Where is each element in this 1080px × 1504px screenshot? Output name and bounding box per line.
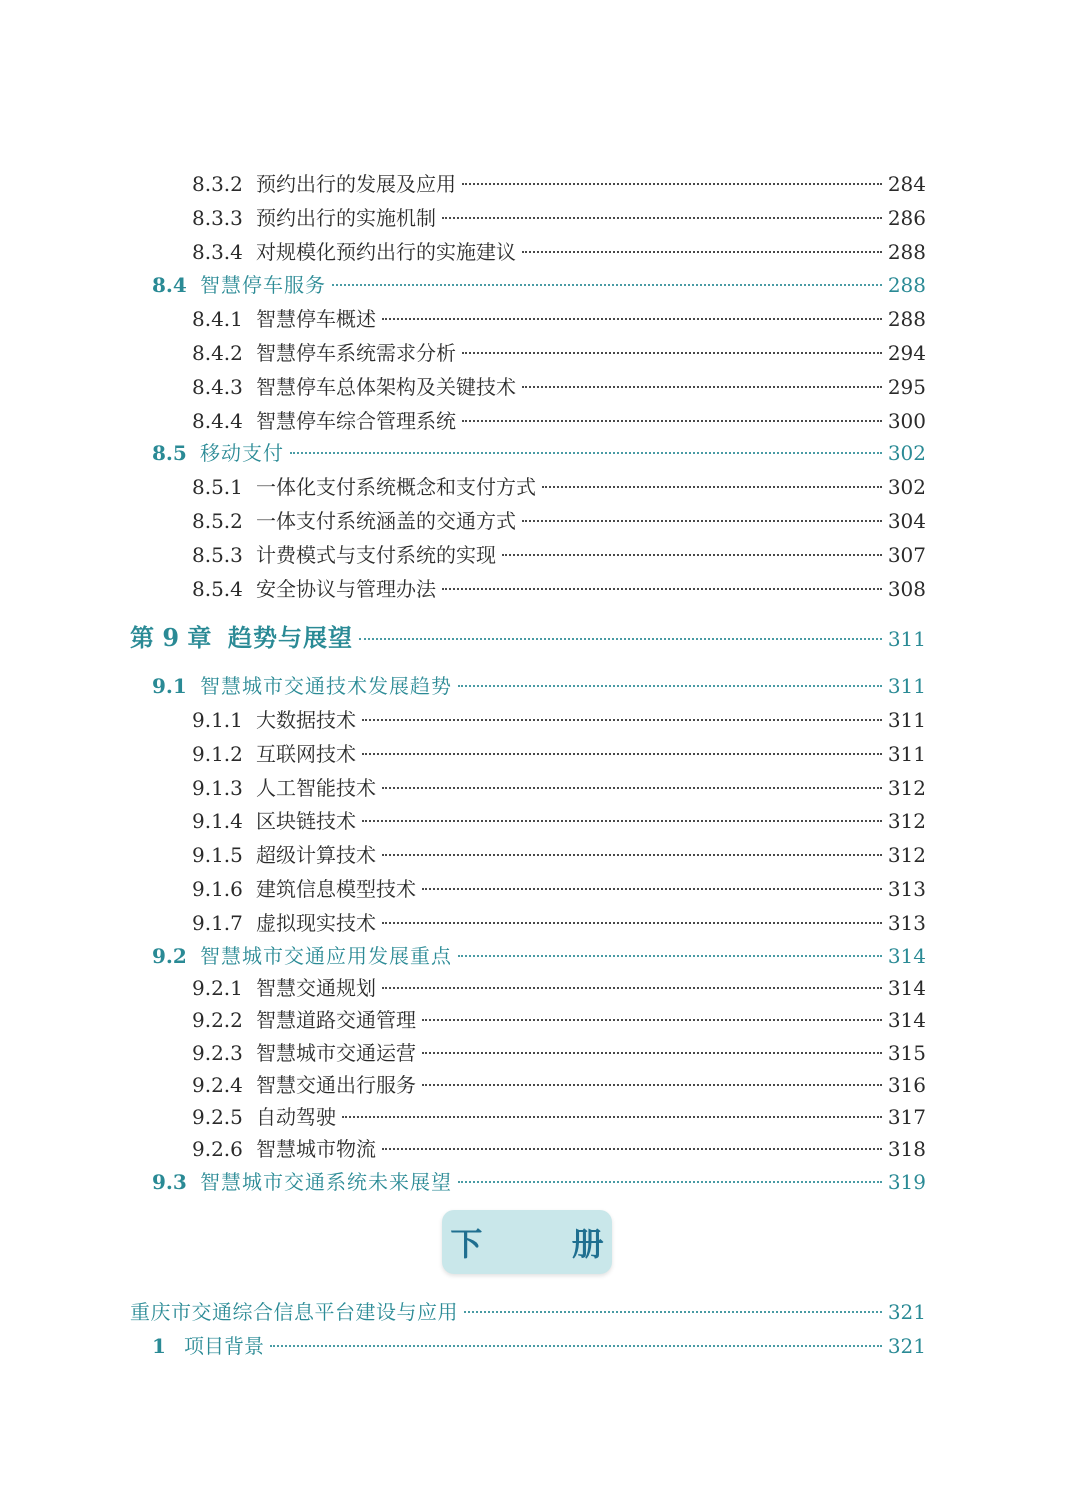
toc-entry-page: 302 <box>887 475 926 499</box>
toc-entry-title: 大数据技术 <box>256 708 356 732</box>
toc-entry-page: 312 <box>887 843 926 867</box>
toc-entry-number: 9.2.4 <box>192 1073 243 1097</box>
dot-leader <box>422 1019 882 1021</box>
toc-entry <box>152 437 926 466</box>
dot-leader <box>382 1148 882 1150</box>
toc-entry-number: 8.5.4 <box>192 577 243 601</box>
toc-entry-page: 312 <box>887 776 926 800</box>
toc-entry <box>192 471 926 500</box>
toc-entry-title: 对规模化预约出行的实施建议 <box>256 240 516 264</box>
toc-entry-number: 9.1.4 <box>192 809 243 833</box>
toc-entry <box>192 337 926 366</box>
dot-leader <box>382 987 882 989</box>
toc-entry <box>192 202 926 231</box>
toc-entry-page: 321 <box>887 1300 926 1324</box>
toc-entry-title: 智慧停车系统需求分析 <box>256 341 456 365</box>
toc-entry-title: 一体支付系统涵盖的交通方式 <box>256 509 516 533</box>
toc-entry <box>152 940 926 969</box>
toc-entry <box>152 269 926 298</box>
dot-leader <box>442 217 882 219</box>
toc-entry-title: 预约出行的实施机制 <box>256 206 436 230</box>
toc-entry-number: 9.1.1 <box>192 708 243 732</box>
toc-entry-page: 319 <box>887 1170 926 1194</box>
toc-entry <box>192 168 926 197</box>
toc-entry <box>192 772 926 801</box>
toc-entry-page: 317 <box>887 1105 926 1129</box>
toc-entry-number: 8.4.4 <box>192 409 243 433</box>
toc-entry-number: 9.3 <box>152 1170 187 1194</box>
toc-entry-number: 9.1 <box>152 674 187 698</box>
toc-entry <box>192 1037 926 1066</box>
toc-entry-number: 8.5.3 <box>192 543 243 567</box>
toc-entry-title: 智慧停车服务 <box>200 273 326 297</box>
dot-leader <box>422 1084 882 1086</box>
toc-entry-page: 313 <box>887 877 926 901</box>
toc-entry-page: 286 <box>887 206 926 230</box>
toc-entry-page: 311 <box>887 674 926 698</box>
dot-leader <box>458 685 882 687</box>
dot-leader <box>422 1052 882 1054</box>
toc-entry <box>192 573 926 602</box>
toc-entry-title: 预约出行的发展及应用 <box>256 172 456 196</box>
toc-entry <box>130 618 926 653</box>
toc-entry-title: 智慧交通出行服务 <box>256 1073 416 1097</box>
toc-entry-number: 9.2.6 <box>192 1137 243 1161</box>
toc-entry <box>192 236 926 265</box>
toc-entry-number: 8.5 <box>152 441 187 465</box>
toc-entry-title: 重庆市交通综合信息平台建设与应用 <box>130 1300 458 1324</box>
toc-entry-page: 311 <box>887 627 926 651</box>
dot-leader <box>290 452 882 454</box>
dot-leader <box>502 554 882 556</box>
toc-entry-title: 智慧道路交通管理 <box>256 1008 416 1032</box>
toc-entry <box>192 704 926 733</box>
toc-entry <box>192 1133 926 1162</box>
toc-entry-page: 300 <box>887 409 926 433</box>
toc-entry-page: 314 <box>887 944 926 968</box>
toc-entry <box>152 1330 926 1359</box>
toc-entry <box>192 371 926 400</box>
toc-entry-title: 项目背景 <box>184 1334 264 1358</box>
toc-entry-number: 8.3.4 <box>192 240 243 264</box>
toc-entry <box>130 1296 926 1325</box>
dot-leader <box>458 955 882 957</box>
toc-entry-page: 284 <box>887 172 926 196</box>
toc-entry-number: 8.3.2 <box>192 172 243 196</box>
toc-entry-title: 智慧城市交通技术发展趋势 <box>200 674 452 698</box>
toc-entry-number: 8.5.1 <box>192 475 243 499</box>
volume-badge-right: 册 <box>571 1225 604 1263</box>
dot-leader <box>542 486 882 488</box>
toc-entry-title: 智慧城市交通系统未来展望 <box>200 1170 452 1194</box>
toc-entry-number: 9.2 <box>152 944 187 968</box>
toc-entry-title: 智慧城市物流 <box>256 1137 376 1161</box>
dot-leader <box>522 251 882 253</box>
dot-leader <box>362 820 882 822</box>
dot-leader <box>462 352 882 354</box>
toc-entry-page: 321 <box>887 1334 926 1358</box>
toc-entry <box>192 907 926 936</box>
toc-entry-page: 294 <box>887 341 926 365</box>
toc-entry-page: 288 <box>887 273 926 297</box>
dot-leader <box>462 420 882 422</box>
toc-entry-number: 9.1.3 <box>192 776 243 800</box>
toc-entry-number: 9.1.6 <box>192 877 243 901</box>
volume-badge <box>442 1210 612 1274</box>
toc-entry-number: 9.2.5 <box>192 1105 243 1129</box>
dot-leader <box>362 753 882 755</box>
toc-entry-title: 互联网技术 <box>256 742 356 766</box>
toc-entry-number: 1 <box>152 1334 166 1358</box>
toc-entry <box>192 805 926 834</box>
toc-entry-title: 自动驾驶 <box>256 1105 336 1129</box>
dot-leader <box>382 787 882 789</box>
toc-entry-page: 318 <box>887 1137 926 1161</box>
toc-entry-title: 移动支付 <box>200 441 284 465</box>
toc-entry <box>192 405 926 434</box>
toc-entry <box>192 1069 926 1098</box>
dot-leader <box>462 183 882 185</box>
toc-entry-number: 9.2.1 <box>192 976 243 1000</box>
dot-leader <box>442 588 882 590</box>
toc-entry-number: 9.1.7 <box>192 911 243 935</box>
toc-entry-title: 虚拟现实技术 <box>256 911 376 935</box>
toc-entry-title: 智慧交通规划 <box>256 976 376 1000</box>
toc-entry-title: 区块链技术 <box>256 809 356 833</box>
toc-entry-number: 8.5.2 <box>192 509 243 533</box>
toc-entry-number: 9.2.2 <box>192 1008 243 1032</box>
toc-entry-number: 9.2.3 <box>192 1041 243 1065</box>
toc-entry-number: 9.1.2 <box>192 742 243 766</box>
toc-entry-title: 趋势与展望 <box>228 623 353 652</box>
toc-entry <box>152 670 926 699</box>
toc-entry-page: 302 <box>887 441 926 465</box>
toc-entry-title: 计费模式与支付系统的实现 <box>256 543 496 567</box>
toc-entry-page: 314 <box>887 1008 926 1032</box>
toc-entry-title: 智慧停车概述 <box>256 307 376 331</box>
toc-entry-title: 一体化支付系统概念和支付方式 <box>256 475 536 499</box>
toc-entry-page: 313 <box>887 911 926 935</box>
toc-entry <box>192 505 926 534</box>
toc-entry-number: 第 9 章 <box>130 623 212 652</box>
toc-entry-page: 288 <box>887 307 926 331</box>
dot-leader <box>382 922 882 924</box>
dot-leader <box>270 1345 882 1347</box>
toc-entry-number: 9.1.5 <box>192 843 243 867</box>
toc-entry-page: 312 <box>887 809 926 833</box>
toc-entry-title: 智慧城市交通运营 <box>256 1041 416 1065</box>
toc-entry <box>192 1101 926 1130</box>
toc-entry-page: 311 <box>887 742 926 766</box>
toc-entry <box>152 1166 926 1195</box>
toc-entry-page: 315 <box>887 1041 926 1065</box>
toc-entry <box>192 972 926 1001</box>
dot-leader <box>362 719 882 721</box>
dot-leader <box>464 1311 882 1313</box>
toc-entry-title: 人工智能技术 <box>256 776 376 800</box>
toc-entry-page: 307 <box>887 543 926 567</box>
toc-entry-page: 316 <box>887 1073 926 1097</box>
toc-entry-number: 8.4.2 <box>192 341 243 365</box>
toc-entry-page: 311 <box>887 708 926 732</box>
toc-entry-title: 安全协议与管理办法 <box>256 577 436 601</box>
toc-entry-page: 314 <box>887 976 926 1000</box>
toc-entry-number: 8.4.1 <box>192 307 243 331</box>
dot-leader <box>522 386 882 388</box>
dot-leader <box>522 520 882 522</box>
dot-leader <box>382 318 882 320</box>
toc-entry-page: 295 <box>887 375 926 399</box>
dot-leader <box>422 888 882 890</box>
toc-entry-page: 308 <box>887 577 926 601</box>
toc-entry-title: 智慧停车综合管理系统 <box>256 409 456 433</box>
toc-entry-title: 智慧停车总体架构及关键技术 <box>256 375 516 399</box>
toc-entry-page: 288 <box>887 240 926 264</box>
dot-leader <box>359 638 882 640</box>
toc-entry <box>192 539 926 568</box>
dot-leader <box>382 854 882 856</box>
toc-entry-title: 超级计算技术 <box>256 843 376 867</box>
toc-entry-number: 8.3.3 <box>192 206 243 230</box>
toc-entry-page: 304 <box>887 509 926 533</box>
dot-leader <box>342 1116 882 1118</box>
toc-entry <box>192 303 926 332</box>
toc-entry <box>192 839 926 868</box>
toc-entry <box>192 1004 926 1033</box>
dot-leader <box>458 1181 882 1183</box>
toc-entry <box>192 873 926 902</box>
volume-badge-left: 下 <box>450 1225 483 1263</box>
toc-entry-title: 建筑信息模型技术 <box>256 877 416 901</box>
toc-entry-title: 智慧城市交通应用发展重点 <box>200 944 452 968</box>
dot-leader <box>332 284 882 286</box>
toc-entry-number: 8.4.3 <box>192 375 243 399</box>
toc-entry <box>192 738 926 767</box>
toc-entry-number: 8.4 <box>152 273 187 297</box>
